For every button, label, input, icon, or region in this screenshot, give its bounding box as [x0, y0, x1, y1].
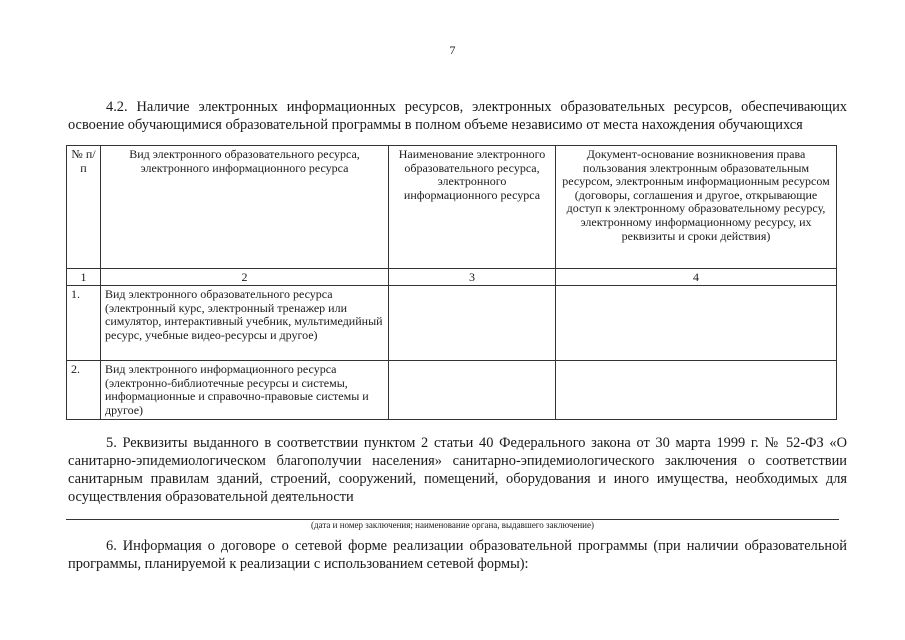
- column-number: 3: [389, 269, 556, 286]
- page-number: 7: [449, 43, 456, 57]
- row-number: 1.: [67, 286, 101, 361]
- resources-table: [66, 145, 837, 420]
- section-4-2-text: [68, 98, 847, 134]
- section-6-text: [68, 537, 847, 573]
- column-number: 2: [101, 269, 389, 286]
- header-resource-type: Вид электронного образовательного ресурса, электронного информационного ресурса: [101, 146, 389, 269]
- header-resource-name: Наименование электронного образовательного ресурса, электронного информационного ресурса: [389, 146, 556, 269]
- column-number: 4: [556, 269, 837, 286]
- section-6-content: 6. Информация о договоре о сетевой форме реализации образовательной программы (при наличии образовательной программы, планируемой к реализации с использованием сетевой формы):: [68, 538, 847, 572]
- row-resource-type: Вид электронного информационного ресурса (электронно-библиотечные ресурсы и системы, информационные и справочно-правовые системы и другое): [101, 361, 389, 420]
- header-number: № п/п: [67, 146, 101, 269]
- table-row: [67, 361, 837, 420]
- table-header-row: [67, 146, 837, 269]
- row-basis-document: [556, 286, 837, 361]
- row-resource-type: Вид электронного образовательного ресурса (электронный курс, электронный тренажер или симулятор, интерактивный учебник, мультимедийный ресурс, учебные видео-ресурсы и другое): [101, 286, 389, 361]
- row-resource-name: [389, 361, 556, 420]
- table-column-number-row: [67, 269, 837, 286]
- table-row: [67, 286, 837, 361]
- conclusion-caption: (дата и номер заключения; наименование органа, выдавшего заключение): [311, 520, 594, 530]
- header-basis-document: Документ-основание возникновения права пользования электронным образовательным ресурсом, электронным информационным ресурсом (договоры, соглашения и другое, открывающие доступ к электронному образовательному ресурсу, электронному информационному ресурсу, их реквизиты и сроки действия): [556, 146, 837, 269]
- section-4-2-content: 4.2. Наличие электронных информационных ресурсов, электронных образовательных ресурсов, обеспечивающих освоение обучающимися образовательной программы в полном объеме независимо от места нахождения обучающихся: [68, 99, 847, 133]
- row-resource-name: [389, 286, 556, 361]
- row-number: 2.: [67, 361, 101, 420]
- section-5-content: 5. Реквизиты выданного в соответствии пунктом 2 статьи 40 Федерального закона от 30 марта 1999 г. № 52-ФЗ «О санитарно-эпидемиологическом благополучии населения» санитарно-эпидемиологического заключения о соответствии санитарным правилам зданий, строений, сооружений, помещений, оборудования и иного имущества, необходимых для осуществления образовательной деятельности: [68, 435, 847, 505]
- column-number: 1: [67, 269, 101, 286]
- section-5-text: [68, 434, 847, 506]
- row-basis-document: [556, 361, 837, 420]
